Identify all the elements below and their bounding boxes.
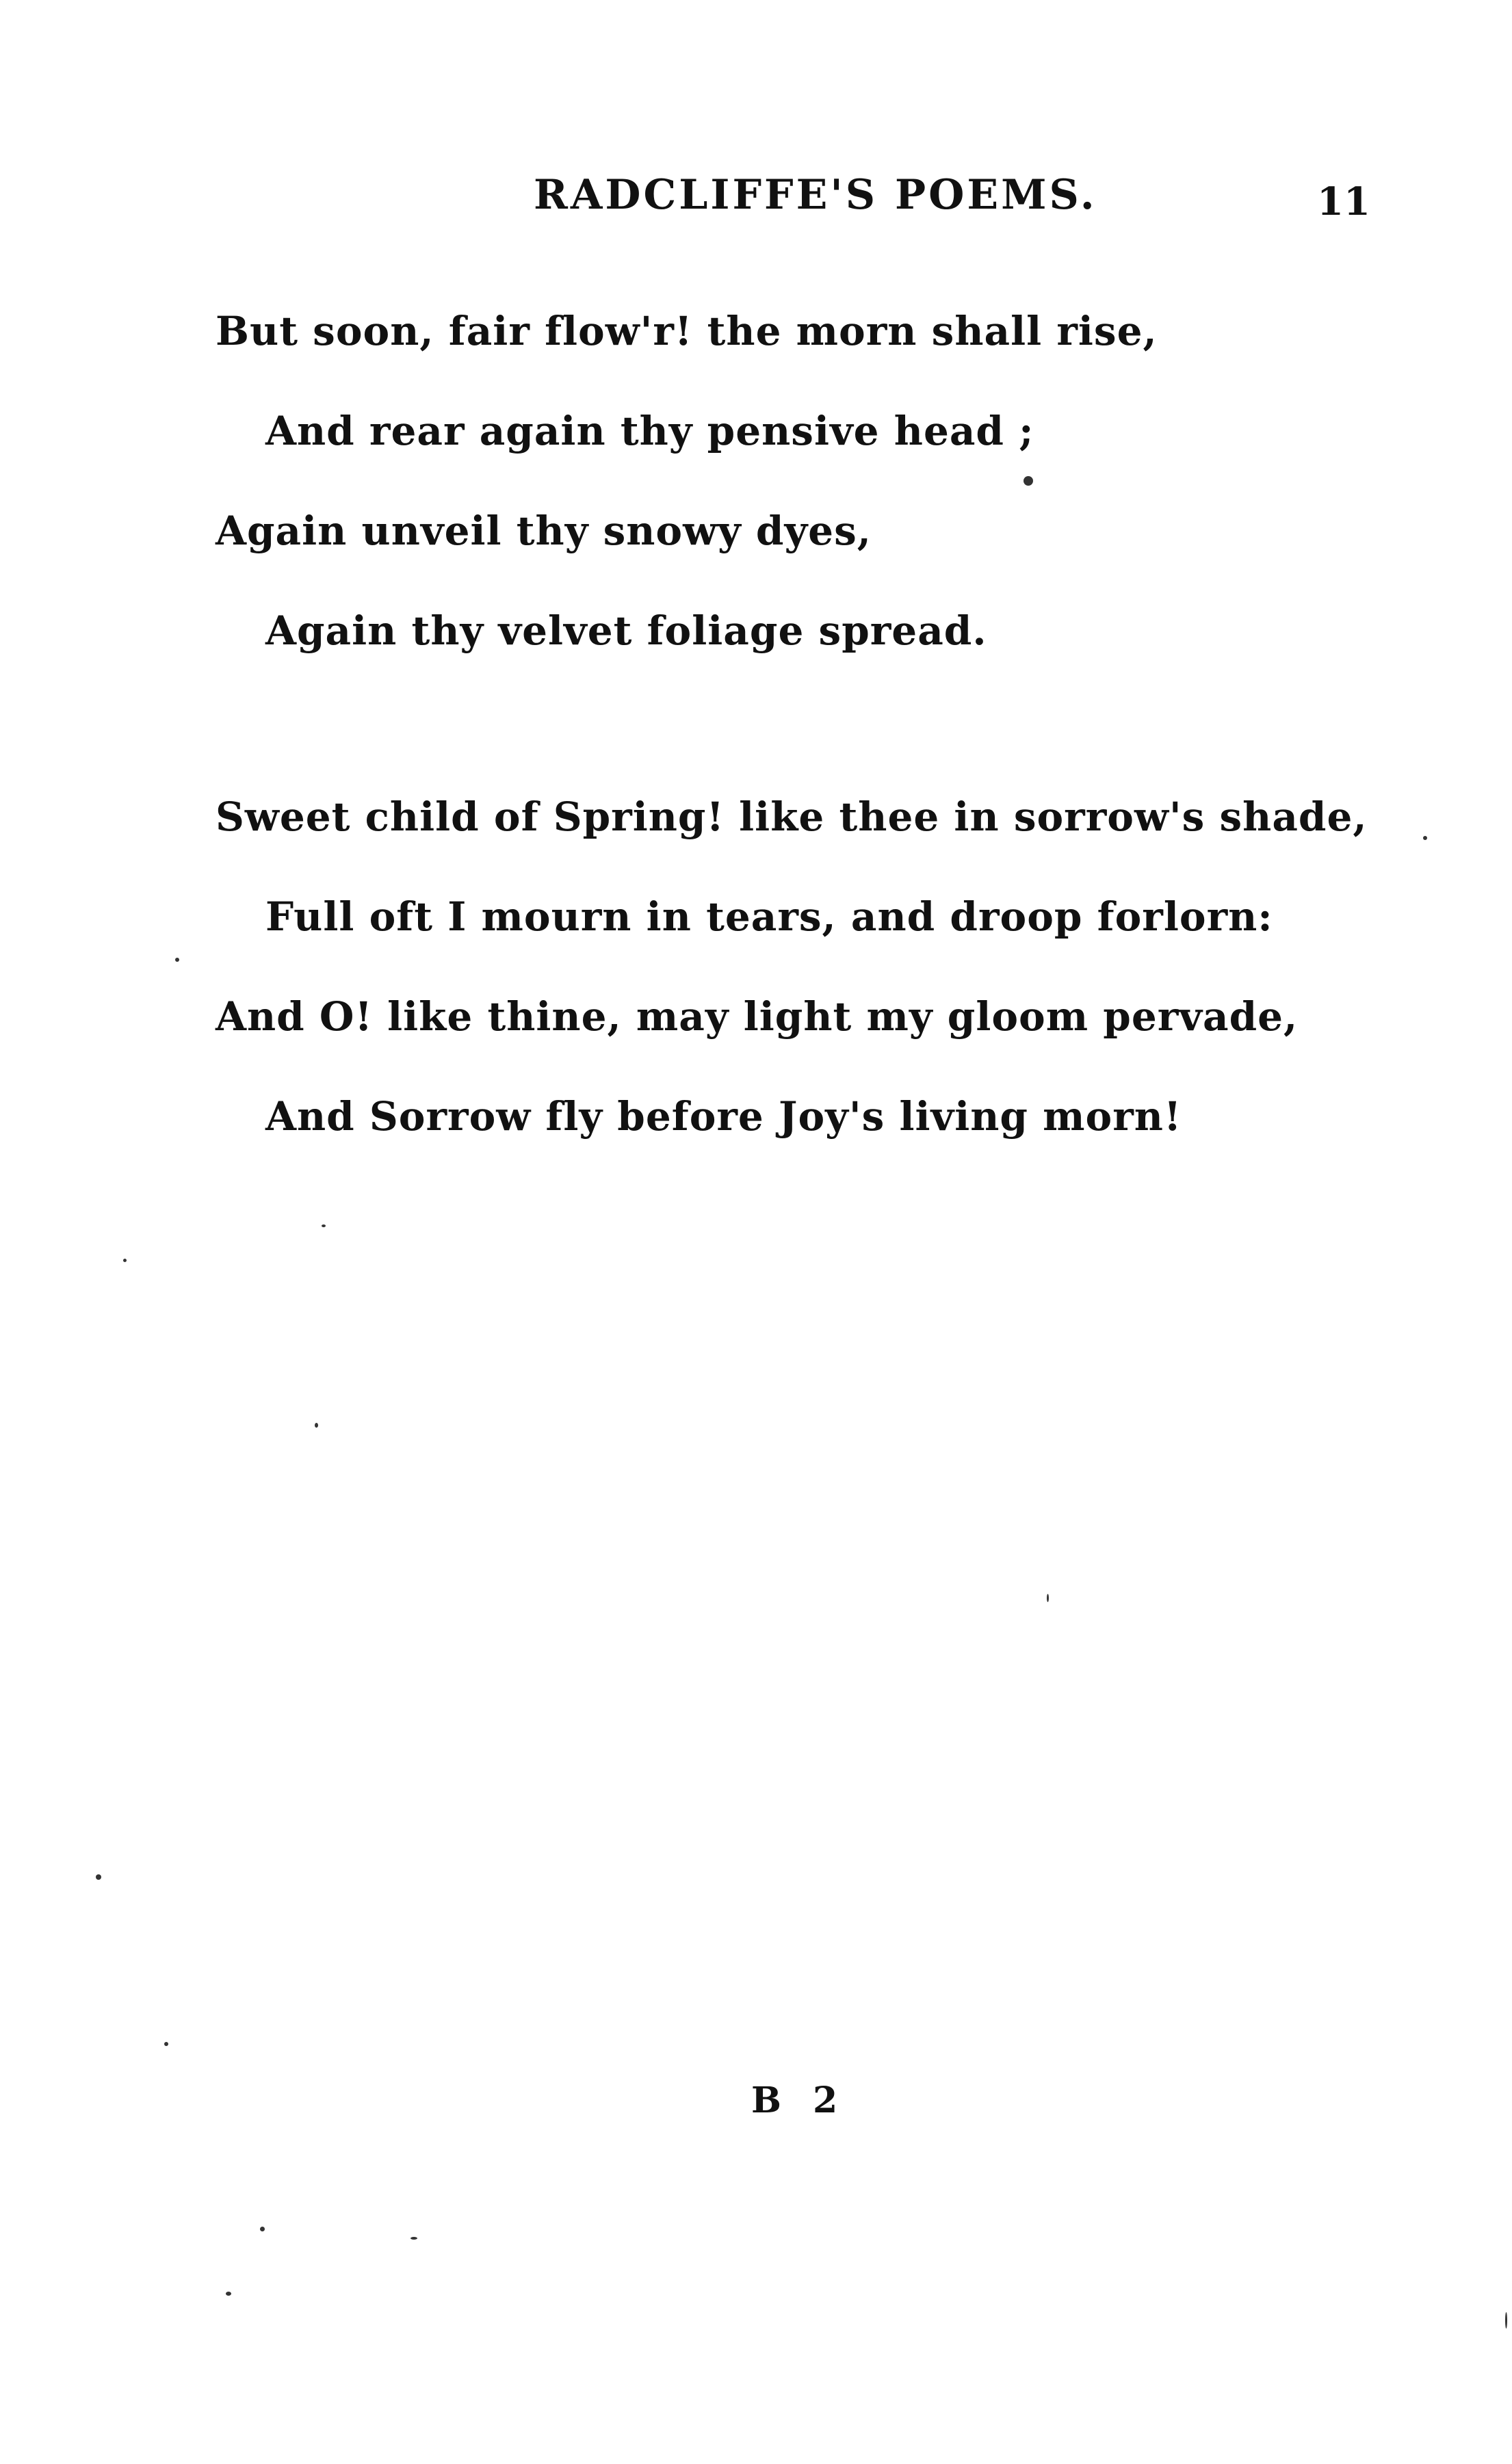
print-speck xyxy=(1505,2312,1507,2329)
print-speck xyxy=(1423,836,1427,840)
poem-line: Full oft I mourn in tears, and droop forlorn: xyxy=(265,893,1273,940)
poem-line: But soon, fair flow'r! the morn shall rise, xyxy=(216,308,1158,354)
print-speck xyxy=(226,2292,231,2296)
poem-line: Again unveil thy snowy dyes, xyxy=(216,508,872,554)
poem-line: And O! like thine, may light my gloom pervade, xyxy=(216,993,1299,1040)
print-speck xyxy=(322,1224,326,1227)
print-speck xyxy=(175,958,179,962)
running-title: RADCLIFFE'S POEMS. xyxy=(534,171,1097,219)
poem-line: Again thy velvet foliage spread. xyxy=(265,607,987,654)
signature-mark: B 2 xyxy=(751,2080,848,2121)
print-speck xyxy=(1047,1594,1049,1602)
page-number: 11 xyxy=(1317,179,1370,224)
print-speck xyxy=(1024,476,1033,486)
print-speck xyxy=(164,2042,168,2046)
print-speck xyxy=(410,2237,417,2240)
poem-line: And rear again thy pensive head ; xyxy=(265,408,1034,454)
print-speck xyxy=(96,1874,101,1880)
print-speck xyxy=(260,2227,265,2231)
poem-line: And Sorrow fly before Joy's living morn! xyxy=(265,1093,1182,1140)
poem-line: Sweet child of Spring! like thee in sorrow's shade, xyxy=(216,794,1368,840)
print-speck xyxy=(315,1423,318,1428)
print-speck xyxy=(123,1259,127,1262)
